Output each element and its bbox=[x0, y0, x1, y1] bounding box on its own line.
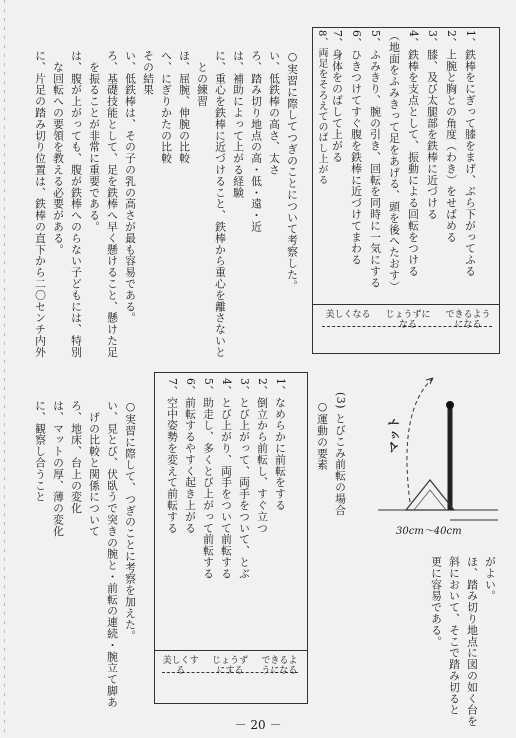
result-ni: に、片足の踏み切り位置は、鉄棒の直下から二〇センチ内外 bbox=[34, 50, 47, 358]
dimension-label: 30cm〜40cm bbox=[396, 526, 462, 537]
roll-heading: (3) とびこみ前転の場合 bbox=[334, 392, 347, 516]
result-ro: ろ、基礎技能として、足を鉄棒へ早く懸けること、懸けた足 bbox=[106, 50, 119, 358]
bottom-step-4: 4、とび上がり、両手をついて前転する bbox=[220, 378, 233, 580]
consider-ho: ほ、屈腕、伸腕の比較 bbox=[178, 50, 191, 164]
bottom-scale-label-3: できるようになる bbox=[261, 656, 298, 676]
bottom-step-5: 5、助走し、多くとび上がって前転する bbox=[202, 378, 215, 580]
consider-ni-cont: との練習 bbox=[196, 50, 209, 107]
top-step-1: 1、鉄棒をにぎって膝をまげ、ぶら下がってふる bbox=[464, 30, 477, 277]
consider-he: へ、にぎりかたの比較 bbox=[160, 50, 173, 164]
mat-label: マット bbox=[387, 415, 402, 454]
top-step-5: 5、ふみきり、腕の引き、回転を同時に一気にする bbox=[369, 30, 382, 289]
top-box-divider bbox=[312, 304, 499, 305]
bottom-step-2: 2、倒立から前転し、すぐ立つ bbox=[256, 378, 269, 534]
top-step-7: 7、身体をのばして上がる bbox=[331, 30, 344, 163]
bottom-consider-ro: ろ、地床、台上の変化 bbox=[70, 400, 83, 514]
bottom-consider-i-cont: げの比較と関係について bbox=[88, 400, 101, 537]
top-scale-label-2: じょうずになる bbox=[385, 310, 431, 330]
top-scale bbox=[318, 310, 494, 330]
top-step-8: 8、両足をそろえてのばし上がる bbox=[316, 30, 327, 186]
bottom-step-7: 7、空中姿勢を変えて前転する bbox=[166, 378, 179, 534]
consider-ha: は、補助によって上がる経験 bbox=[232, 50, 245, 199]
bottom-scale bbox=[160, 656, 300, 676]
consider-i: い、低鉄棒の高さ、太さ bbox=[268, 50, 281, 176]
mat-bar-illustration bbox=[358, 360, 508, 540]
consider-heading: ○実習に際してつぎのことについて考察した。 bbox=[286, 50, 299, 292]
consider-ro: ろ、踏み切り地点の高・低・遠・近 bbox=[250, 50, 263, 233]
page-number: － 20 － bbox=[234, 718, 282, 732]
roll-note-1: がよい。 bbox=[484, 556, 497, 602]
consider-ni: に、重心を鉄棒に近づけること、鉄棒から重心を離さないと bbox=[214, 50, 227, 358]
result-ro-cont: を振ることが非常に重要である。 bbox=[88, 50, 101, 233]
top-step-6: 6、ひきつけてすぐ腹を鉄棒に近づけてまわる bbox=[350, 30, 363, 266]
roll-note-4: 更に容易である。 bbox=[430, 556, 443, 648]
roll-note-2: ほ、踏み切り地点に図の如く台を bbox=[466, 556, 479, 727]
top-step-4: 4、鉄棒を支点として、振動による回転をつける bbox=[407, 30, 420, 277]
bottom-box-divider bbox=[154, 650, 307, 651]
bottom-consider-heading: ○実習に際して、つぎのことに考察を加えた。 bbox=[124, 400, 137, 642]
bottom-step-3: 3、とび上がって、両手をついて、とぶ bbox=[238, 378, 251, 580]
bottom-step-1: 1、なめらかに前転をする bbox=[274, 378, 287, 511]
bottom-consider-ha: は、マットの厚、薄の変化 bbox=[52, 400, 65, 537]
top-scale-label-1: 美しくなる bbox=[325, 310, 371, 320]
result-i: い、低鉄棒は、その子の乳の高さが最も容易である。 bbox=[124, 50, 137, 324]
top-step-4-note: （地面をふみきって足をあげる、頭を後へたおす） bbox=[388, 30, 401, 293]
jump-forward-roll-diagram bbox=[358, 360, 508, 540]
result-ha: は、腹が上がっても、腹が鉄棒へのらない子どもには、特別 bbox=[70, 50, 83, 358]
top-scale-label-3: できるようになる bbox=[445, 310, 491, 330]
bottom-scale-label-2: じょうずにする bbox=[212, 656, 249, 676]
result-heading: その結果 bbox=[142, 50, 155, 96]
bottom-scale-label-1: 美しくする bbox=[162, 656, 199, 676]
roll-subheading: ○運動の要素 bbox=[316, 400, 329, 471]
top-step-2: 2、上腕と胸との角度（わき）をせばめる bbox=[445, 30, 458, 243]
roll-note-3: 斜において、そこで踏み切ると bbox=[448, 556, 461, 716]
bottom-consider-ni: に、観察し合うこと bbox=[34, 400, 47, 503]
top-step-3: 3、膝、及び太腿部を鉄棒に近づける bbox=[426, 30, 439, 220]
page-edge bbox=[4, 0, 5, 738]
bottom-step-6: 6、前転するやすく起き上がる bbox=[184, 378, 197, 534]
bottom-consider-i: い、見とび、伏臥うで突きの腕と・前転の連続・腕立て脚あ bbox=[106, 400, 119, 708]
result-ha-cont: な回転への要領を教える必要がある。 bbox=[52, 50, 65, 256]
